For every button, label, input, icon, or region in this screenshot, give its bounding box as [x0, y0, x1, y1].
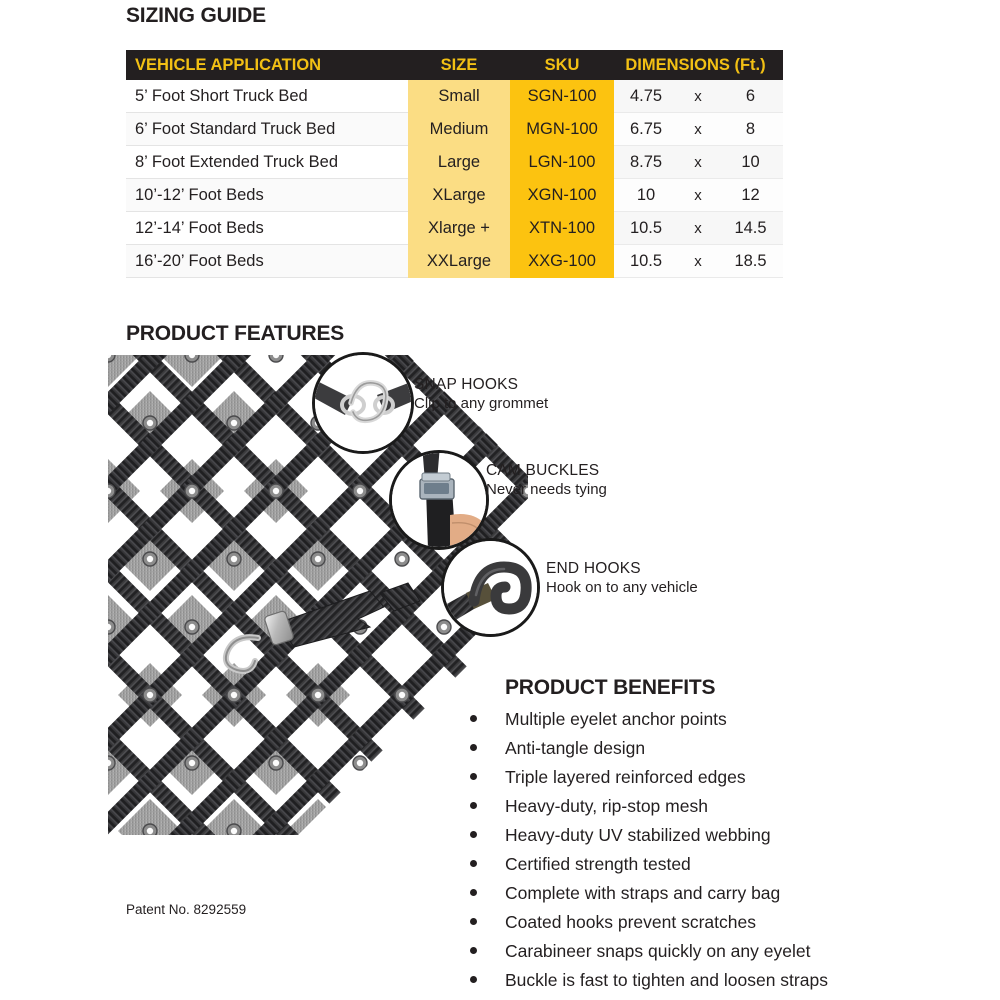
cell-dimension-separator: x	[678, 113, 718, 146]
cell-sku: XXG-100	[510, 245, 614, 278]
eyelet-grommet	[437, 355, 451, 362]
eyelet-grommet	[311, 552, 325, 566]
benefit-list-item	[470, 909, 990, 938]
eyelet-grommet	[311, 824, 325, 838]
cell-vehicle-application: 12’-14’ Foot Beds	[126, 212, 408, 245]
column-header-sku: SKU	[510, 50, 614, 80]
eyelet-grommet	[353, 756, 367, 770]
eyelet-grommet	[185, 620, 199, 634]
cell-dimension-length: 14.5	[718, 212, 783, 245]
sizing-guide-table	[126, 50, 783, 278]
eyelet-grommet	[269, 484, 283, 498]
cell-dimension-separator: x	[678, 212, 718, 245]
eyelet-grommet	[311, 688, 325, 702]
eyelet-grommet	[353, 484, 367, 498]
eyelet-grommet	[269, 355, 283, 362]
table-row	[126, 146, 783, 179]
cell-sku: XGN-100	[510, 179, 614, 212]
patent-number: Patent No. 8292559	[126, 902, 247, 917]
callout-title-snap-hooks: SNAP HOOKS	[414, 376, 519, 393]
cell-dimension-separator: x	[678, 80, 718, 113]
benefit-text: Coated hooks prevent scratches	[505, 912, 756, 932]
cell-dimension-length: 8	[718, 113, 783, 146]
cell-dimension-width: 10	[614, 179, 678, 212]
eyelet-grommet	[227, 552, 241, 566]
eyelet-grommet	[521, 355, 528, 362]
bullet-icon	[470, 831, 477, 838]
column-header-vehicle-application: VEHICLE APPLICATION	[126, 50, 408, 80]
cell-dimension-length: 12	[718, 179, 783, 212]
cell-dimension-length: 18.5	[718, 245, 783, 278]
benefit-text: Complete with straps and carry bag	[505, 883, 781, 903]
benefit-list-item	[470, 793, 990, 822]
eyelet-grommet	[185, 756, 199, 770]
eyelet-grommet	[143, 824, 157, 838]
table-row	[126, 179, 783, 212]
cell-dimension-length: 6	[718, 80, 783, 113]
callout-title-cam-buckles: CAM BUCKLES	[486, 462, 600, 479]
cell-size: Medium	[408, 113, 510, 146]
eyelet-grommet	[395, 552, 409, 566]
cell-vehicle-application: 16’-20’ Foot Beds	[126, 245, 408, 278]
cam-buckle-icon	[389, 450, 489, 550]
table-row	[126, 245, 783, 278]
eyelet-grommet	[437, 620, 451, 634]
eyelet-grommet	[185, 484, 199, 498]
eyelet-grommet	[269, 756, 283, 770]
cell-sku: XTN-100	[510, 212, 614, 245]
benefit-list-item	[470, 938, 990, 967]
end-hook-icon	[441, 538, 540, 637]
cell-dimension-separator: x	[678, 179, 718, 212]
benefit-text: Multiple eyelet anchor points	[505, 709, 727, 729]
eyelet-grommet	[227, 688, 241, 702]
benefit-text: Heavy-duty UV stabilized webbing	[505, 825, 771, 845]
cell-size: Large	[408, 146, 510, 179]
snap-hook-carabiner-icon	[312, 352, 414, 454]
product-benefits-title: PRODUCT BENEFITS	[505, 676, 716, 699]
cell-sku: SGN-100	[510, 80, 614, 113]
eyelet-grommet	[395, 824, 409, 838]
eyelet-grommet	[227, 416, 241, 430]
benefit-list-item	[470, 822, 990, 851]
bullet-icon	[470, 860, 477, 867]
callout-title-end-hooks: END HOOKS	[546, 560, 641, 577]
benefit-text: Triple layered reinforced edges	[505, 767, 746, 787]
bullet-icon	[470, 773, 477, 780]
bullet-icon	[470, 744, 477, 751]
cell-dimension-separator: x	[678, 245, 718, 278]
benefit-text: Buckle is fast to tighten and loosen straps	[505, 970, 828, 990]
cell-sku: MGN-100	[510, 113, 614, 146]
callout-subtitle-snap-hooks: Clip to any grommet	[414, 395, 549, 412]
bullet-icon	[470, 802, 477, 809]
product-features-title: PRODUCT FEATURES	[126, 322, 345, 345]
cell-size: Small	[408, 80, 510, 113]
cell-vehicle-application: 8’ Foot Extended Truck Bed	[126, 146, 408, 179]
eyelet-grommet	[479, 416, 493, 430]
bullet-icon	[470, 715, 477, 722]
cell-size: XLarge	[408, 179, 510, 212]
cell-sku: LGN-100	[510, 146, 614, 179]
cell-vehicle-application: 6’ Foot Standard Truck Bed	[126, 113, 408, 146]
eyelet-grommet	[437, 756, 451, 770]
bullet-icon	[470, 918, 477, 925]
cell-vehicle-application: 5’ Foot Short Truck Bed	[126, 80, 408, 113]
bullet-icon	[470, 889, 477, 896]
eyelet-grommet	[479, 688, 493, 702]
table-header	[126, 50, 783, 80]
callout-subtitle-cam-buckles: Never needs tying	[486, 481, 607, 498]
cell-dimension-width: 8.75	[614, 146, 678, 179]
product-benefits-list	[470, 706, 990, 996]
callout-subtitle-end-hooks: Hook on to any vehicle	[546, 579, 698, 596]
benefit-list-item	[470, 706, 990, 735]
sizing-guide-title: SIZING GUIDE	[126, 4, 266, 27]
cell-size: Xlarge +	[408, 212, 510, 245]
benefit-list-item	[470, 851, 990, 880]
cell-vehicle-application: 10’-12’ Foot Beds	[126, 179, 408, 212]
benefit-list-item	[470, 764, 990, 793]
cell-dimension-length: 10	[718, 146, 783, 179]
eyelet-grommet	[395, 688, 409, 702]
cell-dimension-width: 4.75	[614, 80, 678, 113]
column-header-size: SIZE	[408, 50, 510, 80]
eyelet-grommet	[143, 552, 157, 566]
benefit-text: Carabineer snaps quickly on any eyelet	[505, 941, 811, 961]
benefit-text: Certified strength tested	[505, 854, 691, 874]
benefit-text: Anti-tangle design	[505, 738, 646, 758]
table-row	[126, 113, 783, 146]
cell-dimension-separator: x	[678, 146, 718, 179]
eyelet-grommet	[227, 824, 241, 838]
table-body	[126, 80, 783, 278]
bullet-icon	[470, 947, 477, 954]
benefit-list-item	[470, 880, 990, 909]
eyelet-grommet	[143, 688, 157, 702]
eyelet-grommet	[143, 416, 157, 430]
column-header-dimensions: DIMENSIONS (Ft.)	[614, 50, 783, 80]
benefit-list-item	[470, 967, 990, 996]
benefit-list-item	[470, 735, 990, 764]
cell-dimension-width: 10.5	[614, 245, 678, 278]
cell-dimension-width: 6.75	[614, 113, 678, 146]
table-row	[126, 80, 783, 113]
cell-dimension-width: 10.5	[614, 212, 678, 245]
table-row	[126, 212, 783, 245]
cell-size: XXLarge	[408, 245, 510, 278]
table-header-row	[126, 50, 783, 80]
benefit-text: Heavy-duty, rip-stop mesh	[505, 796, 708, 816]
bullet-icon	[470, 976, 477, 983]
